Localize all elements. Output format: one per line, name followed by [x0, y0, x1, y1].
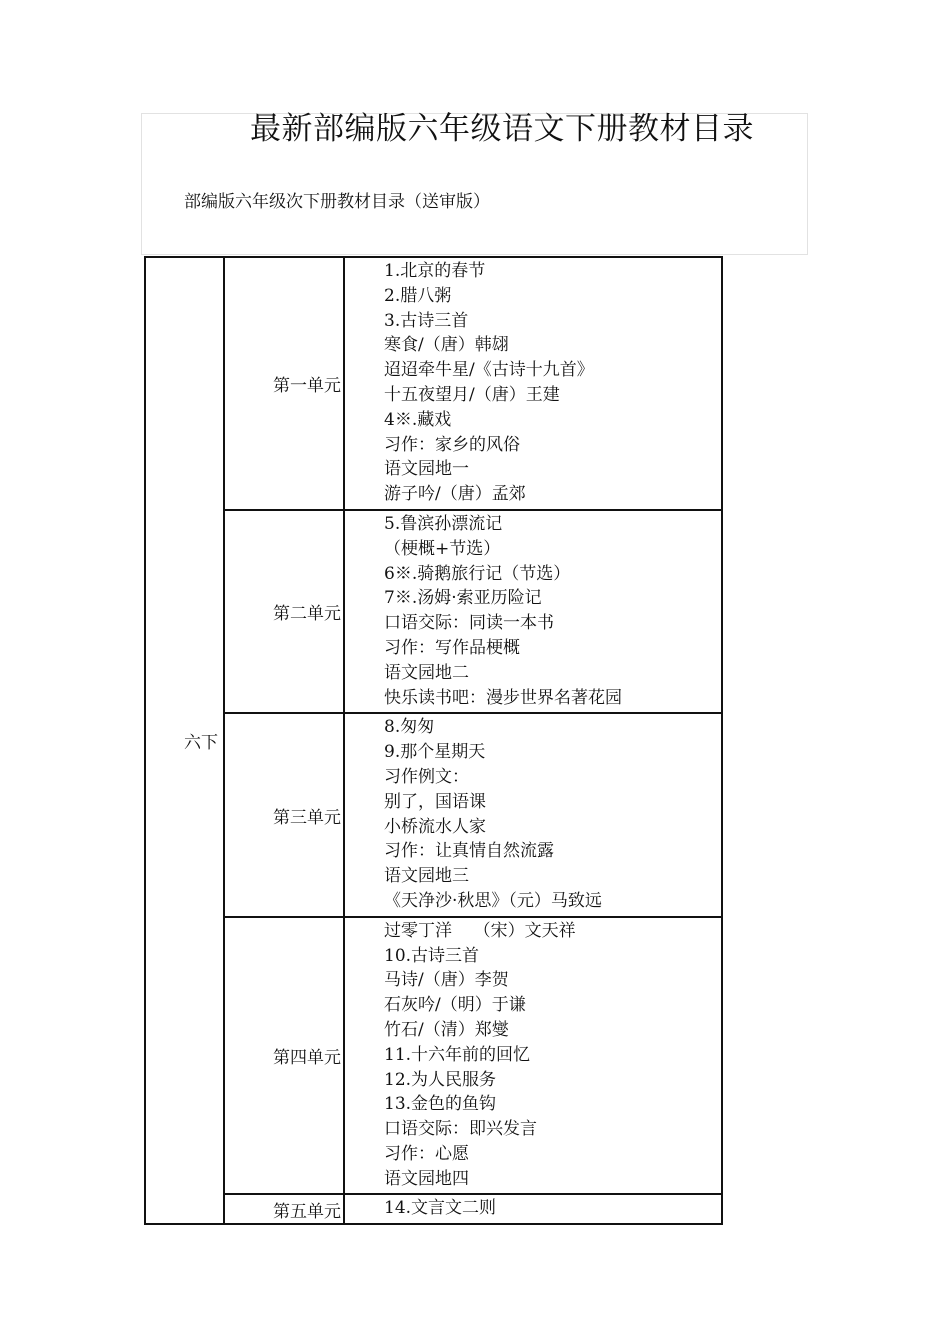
lesson-item: 语文园地四: [384, 1168, 469, 1189]
lesson-item: 口语交际：同读一本书: [384, 613, 554, 634]
unit-name: 第五单元: [225, 1195, 345, 1223]
lesson-item: 过零丁洋 （宋）文天祥: [384, 920, 576, 941]
grade-column: [146, 258, 225, 1223]
lesson-item: 5.鲁滨孙漂流记: [384, 513, 503, 534]
lesson-list: [345, 1195, 721, 1223]
toc-table: [144, 256, 723, 1225]
unit-row: [225, 258, 721, 511]
lesson-item: 语文园地二: [384, 662, 469, 683]
lesson-item: 习作：写作品梗概: [384, 637, 520, 658]
lesson-item: （梗概+节选）: [384, 538, 501, 559]
lesson-item: 语文园地一: [384, 459, 469, 480]
grade-label: 六下: [184, 733, 218, 753]
lesson-item: 《天净沙·秋思》（元）马致远: [384, 890, 602, 911]
lesson-item: 竹石/（清）郑燮: [384, 1019, 509, 1040]
lesson-list: [345, 511, 721, 712]
lesson-item: 习作：心愿: [384, 1143, 469, 1164]
lesson-item: 11.十六年前的回忆: [384, 1044, 531, 1065]
lesson-item: 9.那个星期天: [384, 742, 486, 763]
units-column: [225, 258, 721, 1223]
lesson-item: 4※.藏戏: [384, 409, 452, 430]
lesson-item: 口语交际：即兴发言: [384, 1119, 537, 1140]
lesson-list: [345, 258, 721, 509]
lesson-item: 游子吟/（唐）孟郊: [384, 484, 526, 505]
lesson-item: 习作：家乡的风俗: [384, 434, 520, 455]
document-subtitle: 部编版六年级次下册教材目录（送审版）: [184, 192, 490, 212]
lesson-item: 12.为人民服务: [384, 1069, 497, 1090]
lesson-item: 迢迢牵牛星/《古诗十九首》: [384, 360, 594, 381]
lesson-item: 7※.汤姆·索亚历险记: [384, 588, 542, 609]
unit-name: 第一单元: [225, 258, 345, 509]
lesson-item: 十五夜望月/（唐）王建: [384, 384, 560, 405]
unit-row: [225, 1195, 721, 1223]
unit-name: 第四单元: [225, 918, 345, 1194]
lesson-item: 石灰吟/（明）于谦: [384, 995, 526, 1016]
lesson-item: 14.文言文二则: [384, 1198, 497, 1219]
lesson-list: [345, 714, 721, 915]
lesson-item: 2.腊八粥: [384, 285, 452, 306]
lesson-item: 6※.骑鹅旅行记（节选）: [384, 563, 571, 584]
unit-row: [225, 714, 721, 917]
lesson-item: 快乐读书吧：漫步世界名著花园: [384, 687, 622, 708]
lesson-item: 语文园地三: [384, 866, 469, 887]
lesson-item: 习作例文：: [384, 766, 469, 787]
unit-name: 第三单元: [225, 714, 345, 915]
lesson-item: 习作：让真情自然流露: [384, 841, 554, 862]
unit-row: [225, 511, 721, 714]
lesson-list: [345, 918, 721, 1194]
lesson-item: 寒食/（唐）韩翃: [384, 335, 509, 356]
unit-name: 第二单元: [225, 511, 345, 712]
lesson-item: 8.匆匆: [384, 717, 435, 738]
unit-row: [225, 918, 721, 1196]
lesson-item: 10.古诗三首: [384, 945, 480, 966]
lesson-item: 13.金色的鱼钩: [384, 1094, 497, 1115]
lesson-item: 3.古诗三首: [384, 310, 469, 331]
lesson-item: 马诗/（唐）李贺: [384, 970, 509, 991]
document-title: 最新部编版六年级语文下册教材目录: [250, 111, 754, 147]
lesson-item: 小桥流水人家: [384, 816, 486, 837]
lesson-item: 1.北京的春节: [384, 261, 486, 281]
lesson-item: 别了，国语课: [384, 791, 486, 812]
